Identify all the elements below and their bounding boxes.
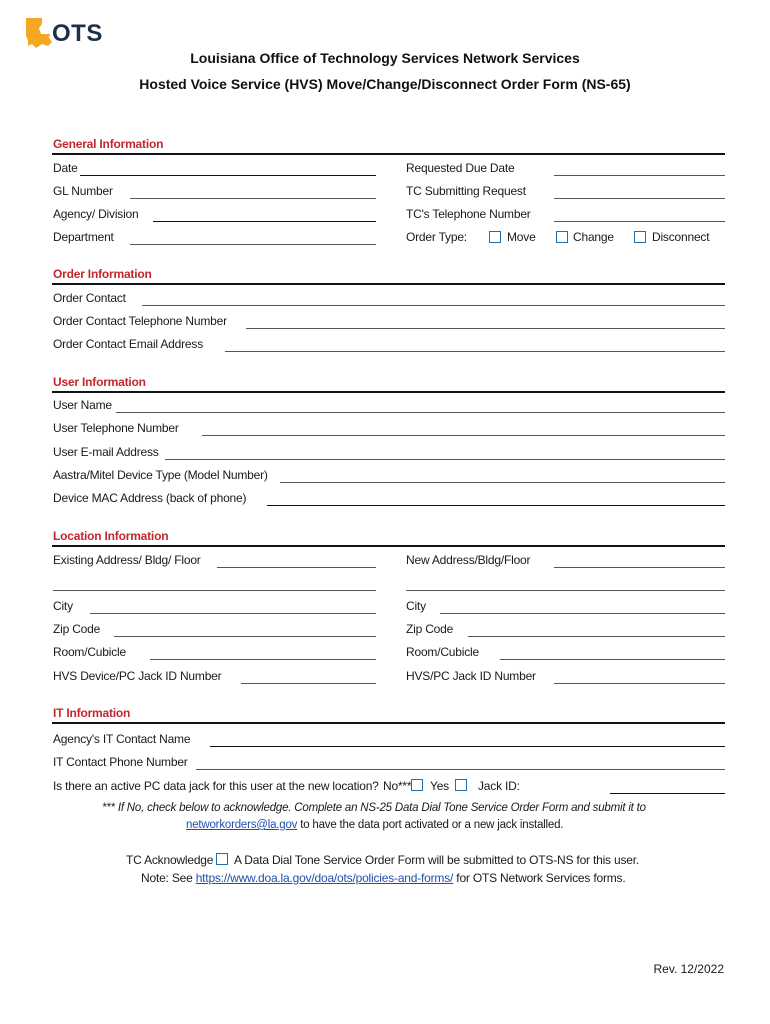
existing-address-field-line2[interactable] xyxy=(53,590,376,591)
jack-id-field[interactable] xyxy=(610,793,725,794)
jack-id-label-new: HVS/PC Jack ID Number xyxy=(406,669,536,683)
section-heading-order: Order Information xyxy=(53,267,152,281)
forms-note xyxy=(141,871,625,885)
zip-field-existing[interactable] xyxy=(114,636,376,637)
forms-note-prefix: Note: See xyxy=(141,871,196,885)
section-divider xyxy=(52,153,725,155)
jack-id-label-existing: HVS Device/PC Jack ID Number xyxy=(53,669,222,683)
date-label: Date xyxy=(53,161,78,175)
jack-id-field-new[interactable] xyxy=(554,683,725,684)
mac-address-field[interactable] xyxy=(267,505,725,506)
section-divider xyxy=(52,391,725,393)
section-divider xyxy=(52,545,725,547)
order-contact-email-label: Order Contact Email Address xyxy=(53,337,203,351)
section-divider xyxy=(52,722,725,724)
new-address-label: New Address/Bldg/Floor xyxy=(406,553,531,567)
user-email-field[interactable] xyxy=(165,459,725,460)
jack-id-field-existing[interactable] xyxy=(241,683,376,684)
order-contact-email-field[interactable] xyxy=(225,351,725,352)
acknowledge-note-line2-rest: to have the data port activated or a new jack installed. xyxy=(297,819,564,831)
department-label: Department xyxy=(53,230,114,244)
revision-label: Rev. 12/2022 xyxy=(653,962,724,976)
acknowledge-note-line1: *** If No, check below to acknowledge. Complete an NS-25 Data Dial Tone Service Order Form and submit it to xyxy=(102,802,646,814)
user-name-field[interactable] xyxy=(116,412,725,413)
policies-forms-link[interactable]: https://www.doa.la.gov/doa/ots/policies-and-forms/ xyxy=(195,871,454,885)
user-phone-field[interactable] xyxy=(202,435,725,436)
tc-acknowledge-label: TC Acknowledge xyxy=(126,853,214,867)
move-checkbox[interactable] xyxy=(489,231,501,243)
forms-note-suffix: for OTS Network Services forms. xyxy=(453,871,626,885)
zip-label-new: Zip Code xyxy=(406,622,454,636)
it-contact-phone-field[interactable] xyxy=(196,769,725,770)
new-address-field-line2[interactable] xyxy=(406,590,725,591)
order-type-label: Order Type: xyxy=(406,230,467,244)
section-heading-user: User Information xyxy=(53,375,146,389)
section-heading-location: Location Information xyxy=(53,529,169,543)
new-address-field[interactable] xyxy=(554,567,725,568)
page-subtitle: Hosted Voice Service (HVS) Move/Change/Disconnect Order Form (NS-65) xyxy=(139,76,631,92)
tc-phone-label: TC's Telephone Number xyxy=(406,207,531,221)
disconnect-label: Disconnect xyxy=(652,230,710,244)
move-label: Move xyxy=(507,230,536,244)
tc-phone-field[interactable] xyxy=(554,221,725,222)
room-field-new[interactable] xyxy=(500,659,725,660)
change-label: Change xyxy=(573,230,614,244)
it-contact-name-field[interactable] xyxy=(210,746,725,747)
agency-division-label: Agency/ Division xyxy=(53,207,139,221)
tc-submitting-field[interactable] xyxy=(554,198,725,199)
requested-due-date-field[interactable] xyxy=(554,175,725,176)
louisiana-state-logo-icon xyxy=(24,16,54,50)
section-heading-it: IT Information xyxy=(53,706,131,720)
no-label: No*** xyxy=(383,779,412,793)
order-contact-label: Order Contact xyxy=(53,291,126,305)
requested-due-date-label: Requested Due Date xyxy=(406,161,515,175)
page-title: Louisiana Office of Technology Services Network Services xyxy=(190,50,580,66)
date-field[interactable] xyxy=(80,175,376,176)
data-jack-question: Is there an active PC data jack for this user at the new location? xyxy=(53,779,379,793)
city-field-existing[interactable] xyxy=(90,613,376,614)
tc-submitting-label: TC Submitting Request xyxy=(406,184,526,198)
ots-logo-text: OTS xyxy=(52,20,103,47)
section-heading-general: General Information xyxy=(53,137,164,151)
existing-address-field[interactable] xyxy=(217,567,376,568)
order-contact-phone-field[interactable] xyxy=(246,328,725,329)
city-label-existing: City xyxy=(53,599,73,613)
order-contact-phone-label: Order Contact Telephone Number xyxy=(53,314,227,328)
tc-acknowledge-text: A Data Dial Tone Service Order Form will be submitted to OTS-NS for this user. xyxy=(234,853,639,867)
room-label-existing: Room/Cubicle xyxy=(53,645,126,659)
jack-id-label: Jack ID: xyxy=(478,779,520,793)
disconnect-checkbox[interactable] xyxy=(634,231,646,243)
existing-address-label: Existing Address/ Bldg/ Floor xyxy=(53,553,201,567)
room-label-new: Room/Cubicle xyxy=(406,645,479,659)
section-divider xyxy=(52,283,725,285)
mac-address-label: Device MAC Address (back of phone) xyxy=(53,491,247,505)
device-type-field[interactable] xyxy=(280,482,725,483)
order-contact-field[interactable] xyxy=(142,305,725,306)
zip-label-existing: Zip Code xyxy=(53,622,101,636)
it-contact-phone-label: IT Contact Phone Number xyxy=(53,755,188,769)
user-email-label: User E-mail Address xyxy=(53,445,159,459)
change-checkbox[interactable] xyxy=(556,231,568,243)
gl-number-label: GL Number xyxy=(53,184,113,198)
zip-field-new[interactable] xyxy=(468,636,725,637)
yes-checkbox[interactable] xyxy=(455,779,467,791)
yes-label: Yes xyxy=(430,779,449,793)
tc-acknowledge-checkbox[interactable] xyxy=(216,853,228,865)
network-orders-email-link[interactable]: networkorders@la.gov xyxy=(186,819,298,831)
device-type-label: Aastra/Mitel Device Type (Model Number) xyxy=(53,468,268,482)
room-field-existing[interactable] xyxy=(150,659,376,660)
user-name-label: User Name xyxy=(53,398,112,412)
agency-division-field[interactable] xyxy=(153,221,376,222)
city-field-new[interactable] xyxy=(440,613,725,614)
gl-number-field[interactable] xyxy=(130,198,376,199)
acknowledge-note-line2 xyxy=(186,819,563,831)
it-contact-name-label: Agency's IT Contact Name xyxy=(53,732,191,746)
city-label-new: City xyxy=(406,599,426,613)
no-checkbox[interactable] xyxy=(411,779,423,791)
user-phone-label: User Telephone Number xyxy=(53,421,179,435)
department-field[interactable] xyxy=(130,244,376,245)
